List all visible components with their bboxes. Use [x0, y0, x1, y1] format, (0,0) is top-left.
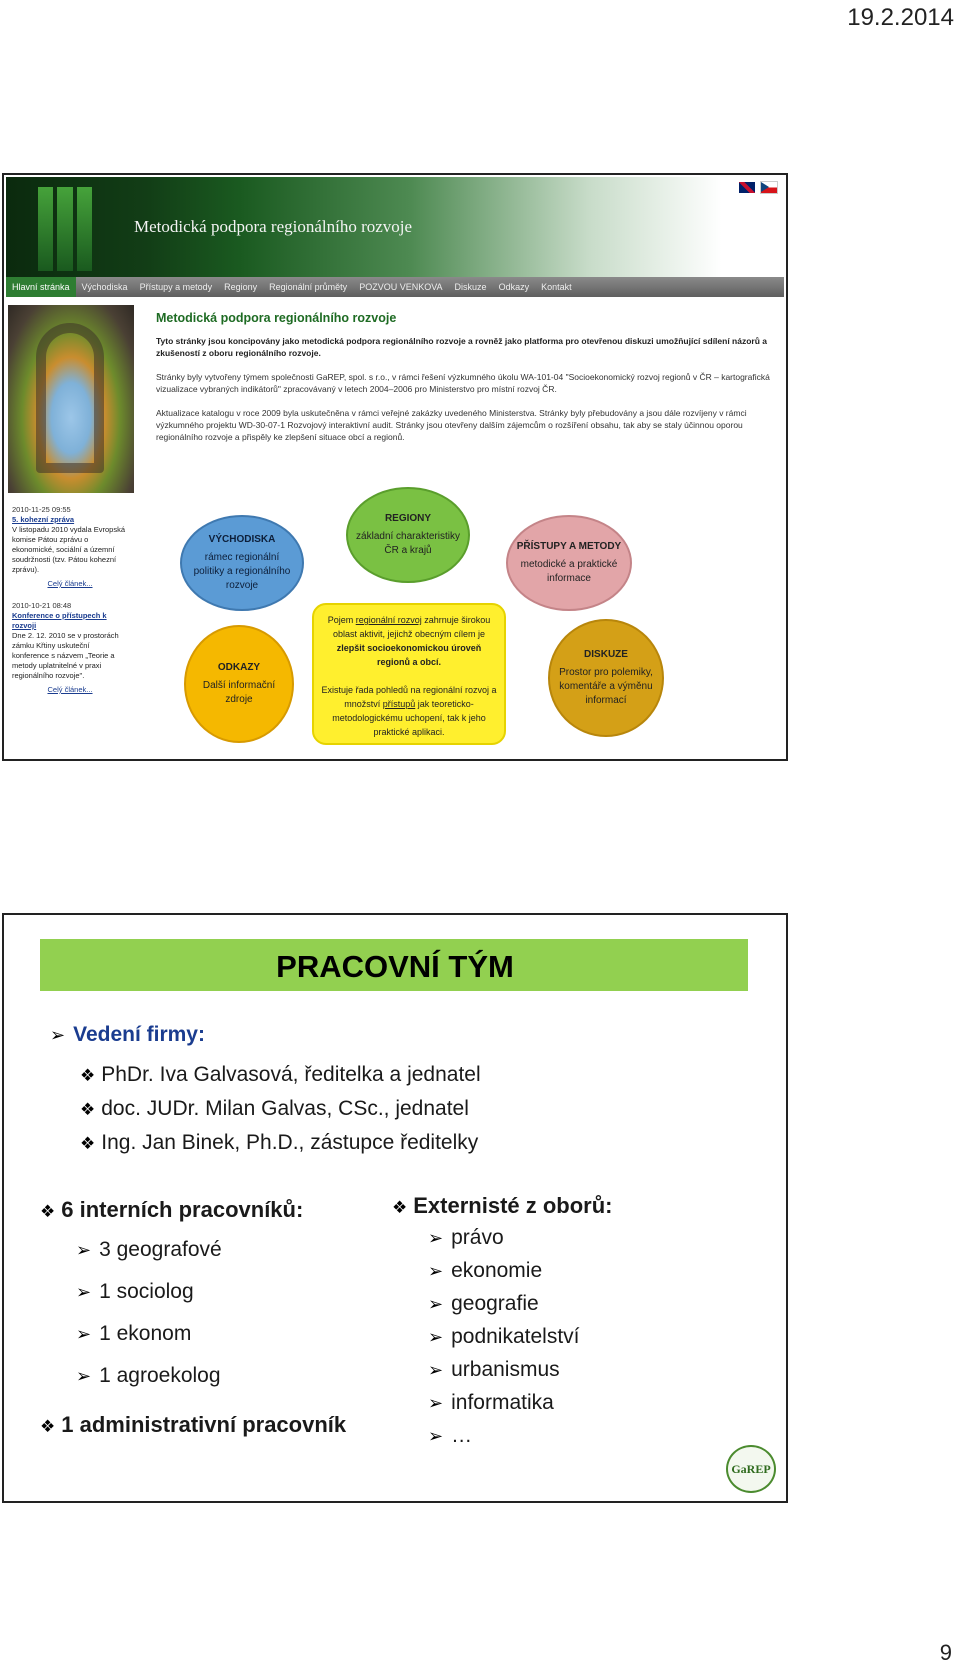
external-heading: [392, 1193, 613, 1219]
arrow-bullet-icon: ➢: [76, 1366, 92, 1386]
external-item: [428, 1292, 539, 1316]
garep-logo: GaREP: [726, 1445, 776, 1493]
arrow-bullet-icon: ➢: [76, 1324, 92, 1344]
external-item: [428, 1391, 554, 1415]
diamond-bullet-icon: ❖: [80, 1134, 96, 1153]
news-date: 2010-10-21 08:48: [12, 601, 72, 610]
nav-item-regiony[interactable]: Regiony: [224, 282, 258, 292]
bubble-diskuze[interactable]: [548, 619, 664, 737]
external-item: [428, 1424, 472, 1448]
arrow-bullet-icon: ➢: [428, 1426, 444, 1446]
external-label: Externisté z oborů:: [413, 1193, 613, 1218]
site-title: Metodická podpora regionálního rozvoje: [134, 217, 413, 236]
external-item: [428, 1358, 560, 1382]
bubble-title: ODKAZY: [217, 662, 261, 673]
news-more-link[interactable]: Celý článek...: [47, 579, 93, 588]
center-text: Existuje řada pohledů na regionální rozvoj a množství: [321, 685, 497, 709]
arrow-bullet-icon: ➢: [428, 1393, 444, 1413]
center-bold-text: zlepšit socioekonomickou úroveň regionů a obcí.: [336, 643, 482, 667]
arrow-bullet-icon: ➢: [428, 1261, 444, 1281]
bubble-odkazy[interactable]: [184, 625, 294, 743]
bubble-text: metodické a praktické informace: [520, 559, 618, 584]
leader-name: doc. JUDr. Milan Galvas, CSc., jednatel: [101, 1097, 469, 1120]
intro-paragraph: Tyto stránky jsou koncipovány jako metodická podpora regionálního rozvoje a rovněž jako platforma pro otevřenou diskuzi umožňující sdílení názorů a zkušeností z oboru regionálního rozvoje.: [156, 336, 768, 358]
slide-title: PRACOVNÍ TÝM: [276, 949, 514, 984]
admin-label: 1 administrativní pracovník: [61, 1412, 347, 1437]
paragraph-authors: Stránky byly vytvořeny týmem společnosti GaREP, spol. s r.o., v rámci řešení výzkumného úkolu WA-101-04 "Socioekonomický rozvoj regionů v ČR – kartografická vizualizace vybraných indikátorů" zpracovávaný v letech 2004–2006 pro Ministerstvo pro místní rozvoj ČR.: [156, 372, 770, 394]
admin-item: [40, 1412, 346, 1438]
diamond-bullet-icon: ❖: [392, 1198, 408, 1217]
external-text: ekonomie: [451, 1259, 543, 1282]
internal-item: [76, 1322, 191, 1346]
center-text: zahrnuje širokou oblast aktivit, jejichž obecným cílem je: [332, 615, 491, 639]
leadership-label: Vedení firmy:: [73, 1023, 205, 1046]
slide-team: [2, 913, 788, 1503]
bubble-title: REGIONY: [384, 513, 432, 524]
arrow-bullet-icon: ➢: [428, 1327, 444, 1347]
bubble-title: PŘÍSTUPY A METODY: [516, 541, 622, 552]
external-text: podnikatelství: [451, 1325, 580, 1348]
bubble-text: Prostor pro polemiky, komentáře a výměnu informací: [559, 667, 653, 706]
bubble-regiony[interactable]: [346, 487, 470, 583]
leader-item: [80, 1131, 478, 1155]
language-switcher: [738, 181, 778, 194]
site-header: [6, 177, 784, 277]
arrow-bullet-icon: ➢: [76, 1240, 92, 1260]
external-item: [428, 1259, 542, 1283]
date-label: 19.2.2014: [847, 4, 954, 31]
uk-flag-icon[interactable]: [738, 181, 756, 194]
center-text: Pojem: [327, 615, 356, 625]
bubble-title: VÝCHODISKA: [208, 534, 276, 545]
bubble-text: Další informační zdroje: [202, 680, 276, 705]
diamond-bullet-icon: ❖: [40, 1417, 56, 1436]
main-title: Metodická podpora regionálního rozvoje: [156, 311, 397, 325]
internal-text: 1 ekonom: [99, 1322, 192, 1345]
arrow-bullet-icon: ➢: [428, 1294, 444, 1314]
news-text: V listopadu 2010 vydala Evropská komise Pátou zprávu o ekonomické, sociální a územní soudržnosti (tzv. Pátou kohezní zprávu).: [12, 525, 125, 574]
external-item: [428, 1226, 504, 1250]
cz-flag-icon[interactable]: [760, 181, 778, 194]
leader-item: [80, 1063, 481, 1087]
nav-item-prumety[interactable]: Regionální průměty: [269, 282, 348, 292]
leadership-heading: [50, 1023, 205, 1047]
diamond-bullet-icon: ❖: [80, 1100, 96, 1119]
external-item: [428, 1325, 580, 1349]
external-text: urbanismus: [451, 1358, 560, 1381]
external-text: právo: [451, 1226, 504, 1249]
nav-item-diskuze[interactable]: Diskuze: [454, 282, 487, 292]
news-more-link[interactable]: Celý článek...: [47, 685, 93, 694]
news-title-link[interactable]: 5. kohezní zpráva: [12, 515, 75, 524]
news-column: [12, 505, 128, 707]
internal-text: 1 agroekolog: [99, 1364, 221, 1387]
internal-label: 6 interních pracovníků:: [61, 1197, 304, 1222]
center-info-box: [312, 603, 506, 745]
nav-item-kontakt[interactable]: Kontakt: [541, 282, 572, 292]
internal-text: 1 sociolog: [99, 1280, 194, 1303]
diamond-bullet-icon: ❖: [40, 1202, 56, 1221]
internal-item: [76, 1238, 222, 1262]
nav-item-home[interactable]: Hlavní stránka: [6, 277, 76, 297]
leader-item: [80, 1097, 469, 1121]
bubble-pristupy[interactable]: [506, 515, 632, 611]
nav-item-odkazy[interactable]: Odkazy: [498, 282, 530, 292]
bubble-title: DISKUZE: [584, 649, 628, 660]
internal-item: [76, 1364, 221, 1388]
arrow-bullet-icon: ➢: [50, 1025, 66, 1045]
news-text: Dne 2. 12. 2010 se v prostorách zámku Křtiny uskuteční konference s názvem „Teorie a metody uplatnitelné v praxi regionálního rozvoje".: [12, 631, 119, 680]
arrow-bullet-icon: ➢: [428, 1228, 444, 1248]
nav-item-pozvou[interactable]: POZVOU VENKOVA: [359, 282, 443, 292]
paragraph-update: Aktualizace katalogu v roce 2009 byla uskutečněna v rámci veřejné zakázky uvedeného Ministerstva. Stránky byly přebudovány a jsou dále rozvíjeny v rámci výzkumného projektu WD-30-07-1 Rozvojový interaktivní audit. Stránky jsou otevřeny dalším zájemcům o rozšíření obsahu, tak aby se staly účinnou oporou regionálního rozvoje a přispěly ke zlepšení situace obcí a regionů.: [156, 408, 747, 442]
bubble-text: rámec regionální politiky a regionálního rozvoje: [193, 552, 291, 591]
center-text: jak teoreticko-metodologickému uchopení, tak k jeho praktické aplikaci.: [332, 699, 486, 737]
arrow-bullet-icon: ➢: [76, 1282, 92, 1302]
internal-heading: [40, 1197, 303, 1223]
leader-name: PhDr. Iva Galvasová, ředitelka a jednatel: [101, 1063, 481, 1086]
external-text: geografie: [451, 1292, 539, 1315]
bubble-text: základní charakteristiky ČR a krajů: [356, 531, 460, 556]
slide-website-screenshot: [2, 173, 788, 761]
leader-name: Ing. Jan Binek, Ph.D., zástupce ředitelky: [101, 1131, 479, 1154]
center-link[interactable]: přístupů: [382, 699, 416, 709]
diamond-bullet-icon: ❖: [80, 1066, 96, 1085]
center-link[interactable]: regionální rozvoj: [355, 615, 422, 625]
internal-text: 3 geografové: [99, 1238, 222, 1261]
nav-item-vychodiska[interactable]: Východiska: [81, 282, 128, 292]
site-nav: [6, 277, 784, 297]
news-date: 2010-11-25 09:55: [12, 505, 71, 514]
arrow-bullet-icon: ➢: [428, 1360, 444, 1380]
external-text: informatika: [451, 1391, 554, 1414]
bubble-vychodiska[interactable]: [180, 515, 304, 611]
internal-item: [76, 1280, 194, 1304]
nav-item-pristupy[interactable]: Přístupy a metody: [139, 282, 213, 292]
site-logo-graphic: [38, 187, 92, 271]
page-number: 9: [939, 1640, 952, 1665]
landscape-photo: [8, 305, 134, 493]
external-text: …: [451, 1424, 473, 1447]
news-title-link[interactable]: Konference o přístupech k rozvoji: [12, 611, 107, 630]
